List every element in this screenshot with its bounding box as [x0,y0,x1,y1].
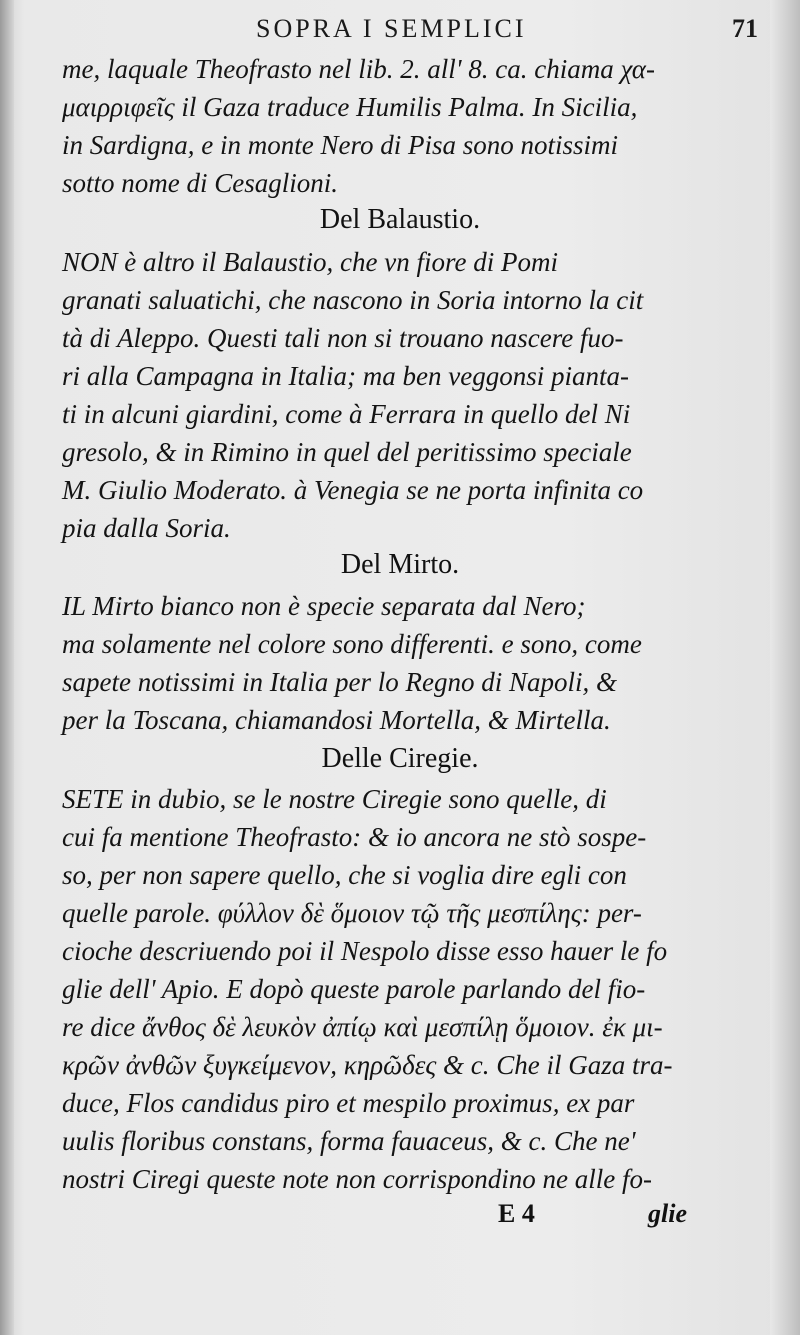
text-line: tà di Aleppo. Questi tali non si trouano nascere fuo- [62,323,624,353]
text-line: uulis floribus constans, forma fauaceus, & c. Che ne' [62,1126,636,1156]
running-title: SOPRA I SEMPLICI [256,14,527,43]
text-line: in Sardigna, e in monte Nero di Pisa sono notissimi [62,130,619,160]
text-line: IL Mirto bianco non è specie separata dal Nero; [62,591,586,621]
text-line: quelle parole. φύλλον δὲ ὅμοιον τῷ τῆς μεσπίλης: per- [62,898,642,928]
text-line: SETE in dubio, se le nostre Ciregie sono quelle, di [62,784,607,814]
text-line: κρῶν ἀνθῶν ξυγκείμενον, κηρῶδες & c. Che il Gaza tra- [62,1050,673,1080]
text-line: cui fa mentione Theofrasto: & io ancora ne stò sospe- [62,822,647,852]
section-heading: Delle Ciregie. [321,743,479,774]
text-line: pia dalla Soria. [62,513,231,543]
running-head [0,14,800,54]
section-heading: Del Balaustio. [319,204,481,235]
text-line: μαιρριφεῖς il Gaza traduce Humilis Palma. In Sicilia, [62,92,638,122]
text-line: ti in alcuni giardini, come à Ferrara in quello del Ni [62,399,631,429]
text-line: M. Giulio Moderato. à Venegia se ne porta infinita co [62,475,644,505]
text-line: so, per non sapere quello, che si voglia dire egli con [62,860,627,890]
text-line: sotto nome di Cesaglioni. [62,168,338,198]
text-line: ma solamente nel colore sono differenti. e sono, come [62,629,642,659]
page-number: 71 [732,14,758,43]
text-line: me, laquale Theofrasto nel lib. 2. all' 8. ca. chiama χα- [62,54,655,84]
text-line: re dice ἄνθος δὲ λευκὸν ἀπίῳ καὶ μεσπίλῃ ὅμοιον. ἐκ μι- [62,1012,663,1042]
text-line: ri alla Campagna in Italia; ma ben veggonsi pianta- [62,361,629,391]
text-line: nostri Ciregi queste note non corrispondino ne alle fo- [62,1164,652,1194]
signature-mark: E 4 [498,1199,535,1228]
text-line: gresolo, & in Rimino in quel del peritissimo speciale [62,437,632,467]
text-line: glie dell' Apio. E dopò queste parole parlando del fio- [62,974,646,1004]
text-line: sapete notissimi in Italia per lo Regno di Napoli, & [62,667,617,697]
catchword: glie [648,1199,687,1228]
text-line: per la Toscana, chiamandosi Mortella, & Mirtella. [62,705,611,735]
text-line: granati saluatichi, che nascono in Soria intorno la cit [62,285,644,315]
section-heading: Del Mirto. [340,549,460,580]
text-line: NON è altro il Balaustio, che vn fiore di Pomi [62,247,558,277]
text-line: duce, Flos candidus piro et mespilo proximus, ex par [62,1088,635,1118]
text-line: cioche descriuendo poi il Nespolo disse esso hauer le fo [62,936,668,966]
